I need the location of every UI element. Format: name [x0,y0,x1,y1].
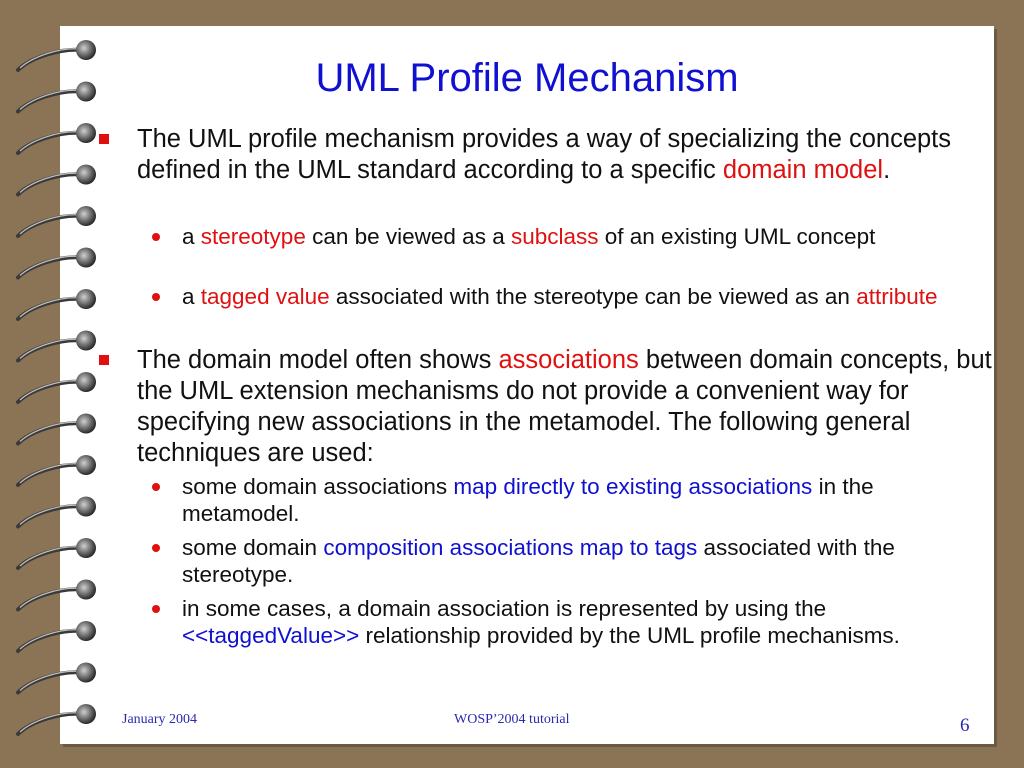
sub-bullet-5 [182,595,997,649]
spiral-ring-icon [76,704,96,724]
spiral-ring-icon [76,206,96,226]
spiral-ring-icon [76,621,96,641]
bullet-2 [137,345,997,469]
sub-bullet-1-highlight-2: subclass [510,224,599,249]
sub-bullet-1-highlight-1: stereotype [200,224,306,249]
footer-center: WOSP’2004 tutorial [454,712,570,727]
round-bullet-icon [152,605,160,613]
sub-bullet-5-text-2: relationship provided by the UML profile mechanisms. [359,623,900,648]
spiral-ring-icon [76,455,96,475]
sub-bullet-3-text: some domain associations [182,474,454,499]
sub-bullet-3 [182,473,997,527]
sub-bullet-1-text: a [182,224,201,249]
spiral-binding [0,0,110,768]
sub-bullet-2-text: a [182,284,201,309]
spiral-ring-icon [76,289,96,309]
spiral-ring-icon [76,248,96,268]
sub-bullet-4 [182,534,997,588]
sub-bullet-3-text-2: in the metamodel. [182,474,874,526]
sub-bullet-1-text-2: can be viewed as a [305,224,511,249]
sub-bullet-1-text-3: of an existing UML concept [598,224,876,249]
spiral-ring-icon [76,372,96,392]
bullet-1-text-end: . [883,156,891,184]
square-bullet-icon [99,134,109,144]
round-bullet-icon [152,483,160,491]
sub-bullet-2-highlight-2: attribute [856,284,938,309]
bullet-2-highlight: associations [498,346,639,374]
slide-title: UML Profile Mechanism [315,56,739,100]
spiral-ring-icon [76,663,96,683]
bullet-2-text-end: between domain concepts, but the UML extension mechanisms do not provide a convenient way for specifying new associations in the metamodel. The following general techniques are used: [137,346,992,467]
round-bullet-icon [152,293,160,301]
bullet-1-highlight: domain model [722,156,884,184]
footer-date: January 2004 [122,712,198,727]
spiral-ring-icon [76,497,96,517]
sub-bullet-4-text-2: associated with the stereotype. [182,535,895,587]
spiral-ring-icon [76,580,96,600]
sub-bullet-4-text: some domain [182,535,324,560]
round-bullet-icon [152,233,160,241]
sub-bullet-2 [182,283,997,310]
sub-bullet-1 [182,223,997,250]
sub-bullet-5-highlight: <<taggedValue>> [182,623,360,648]
sub-bullet-3-highlight: map directly to existing associations [453,474,813,499]
spiral-ring-icon [76,414,96,434]
bullet-1-text: The UML profile mechanism provides a way of specializing the concepts defined in the UML standard according to a specific [137,125,952,184]
sub-bullet-2-highlight-1: tagged value [200,284,330,309]
spiral-ring-icon [76,538,96,558]
sub-bullet-5-text: in some cases, a domain association is represented by using the [182,596,827,621]
round-bullet-icon [152,544,160,552]
spiral-ring-icon [76,331,96,351]
spiral-ring-icon [76,123,96,143]
bullet-1 [137,124,997,186]
page-number: 6 [960,715,970,736]
sub-bullet-2-text-2: associated with the stereotype can be viewed as an [329,284,857,309]
sub-bullet-4-highlight: composition associations map to tags [323,535,698,560]
square-bullet-icon [99,355,109,365]
spiral-ring-icon [76,165,96,185]
bullet-2-text: The domain model often shows [137,346,499,374]
